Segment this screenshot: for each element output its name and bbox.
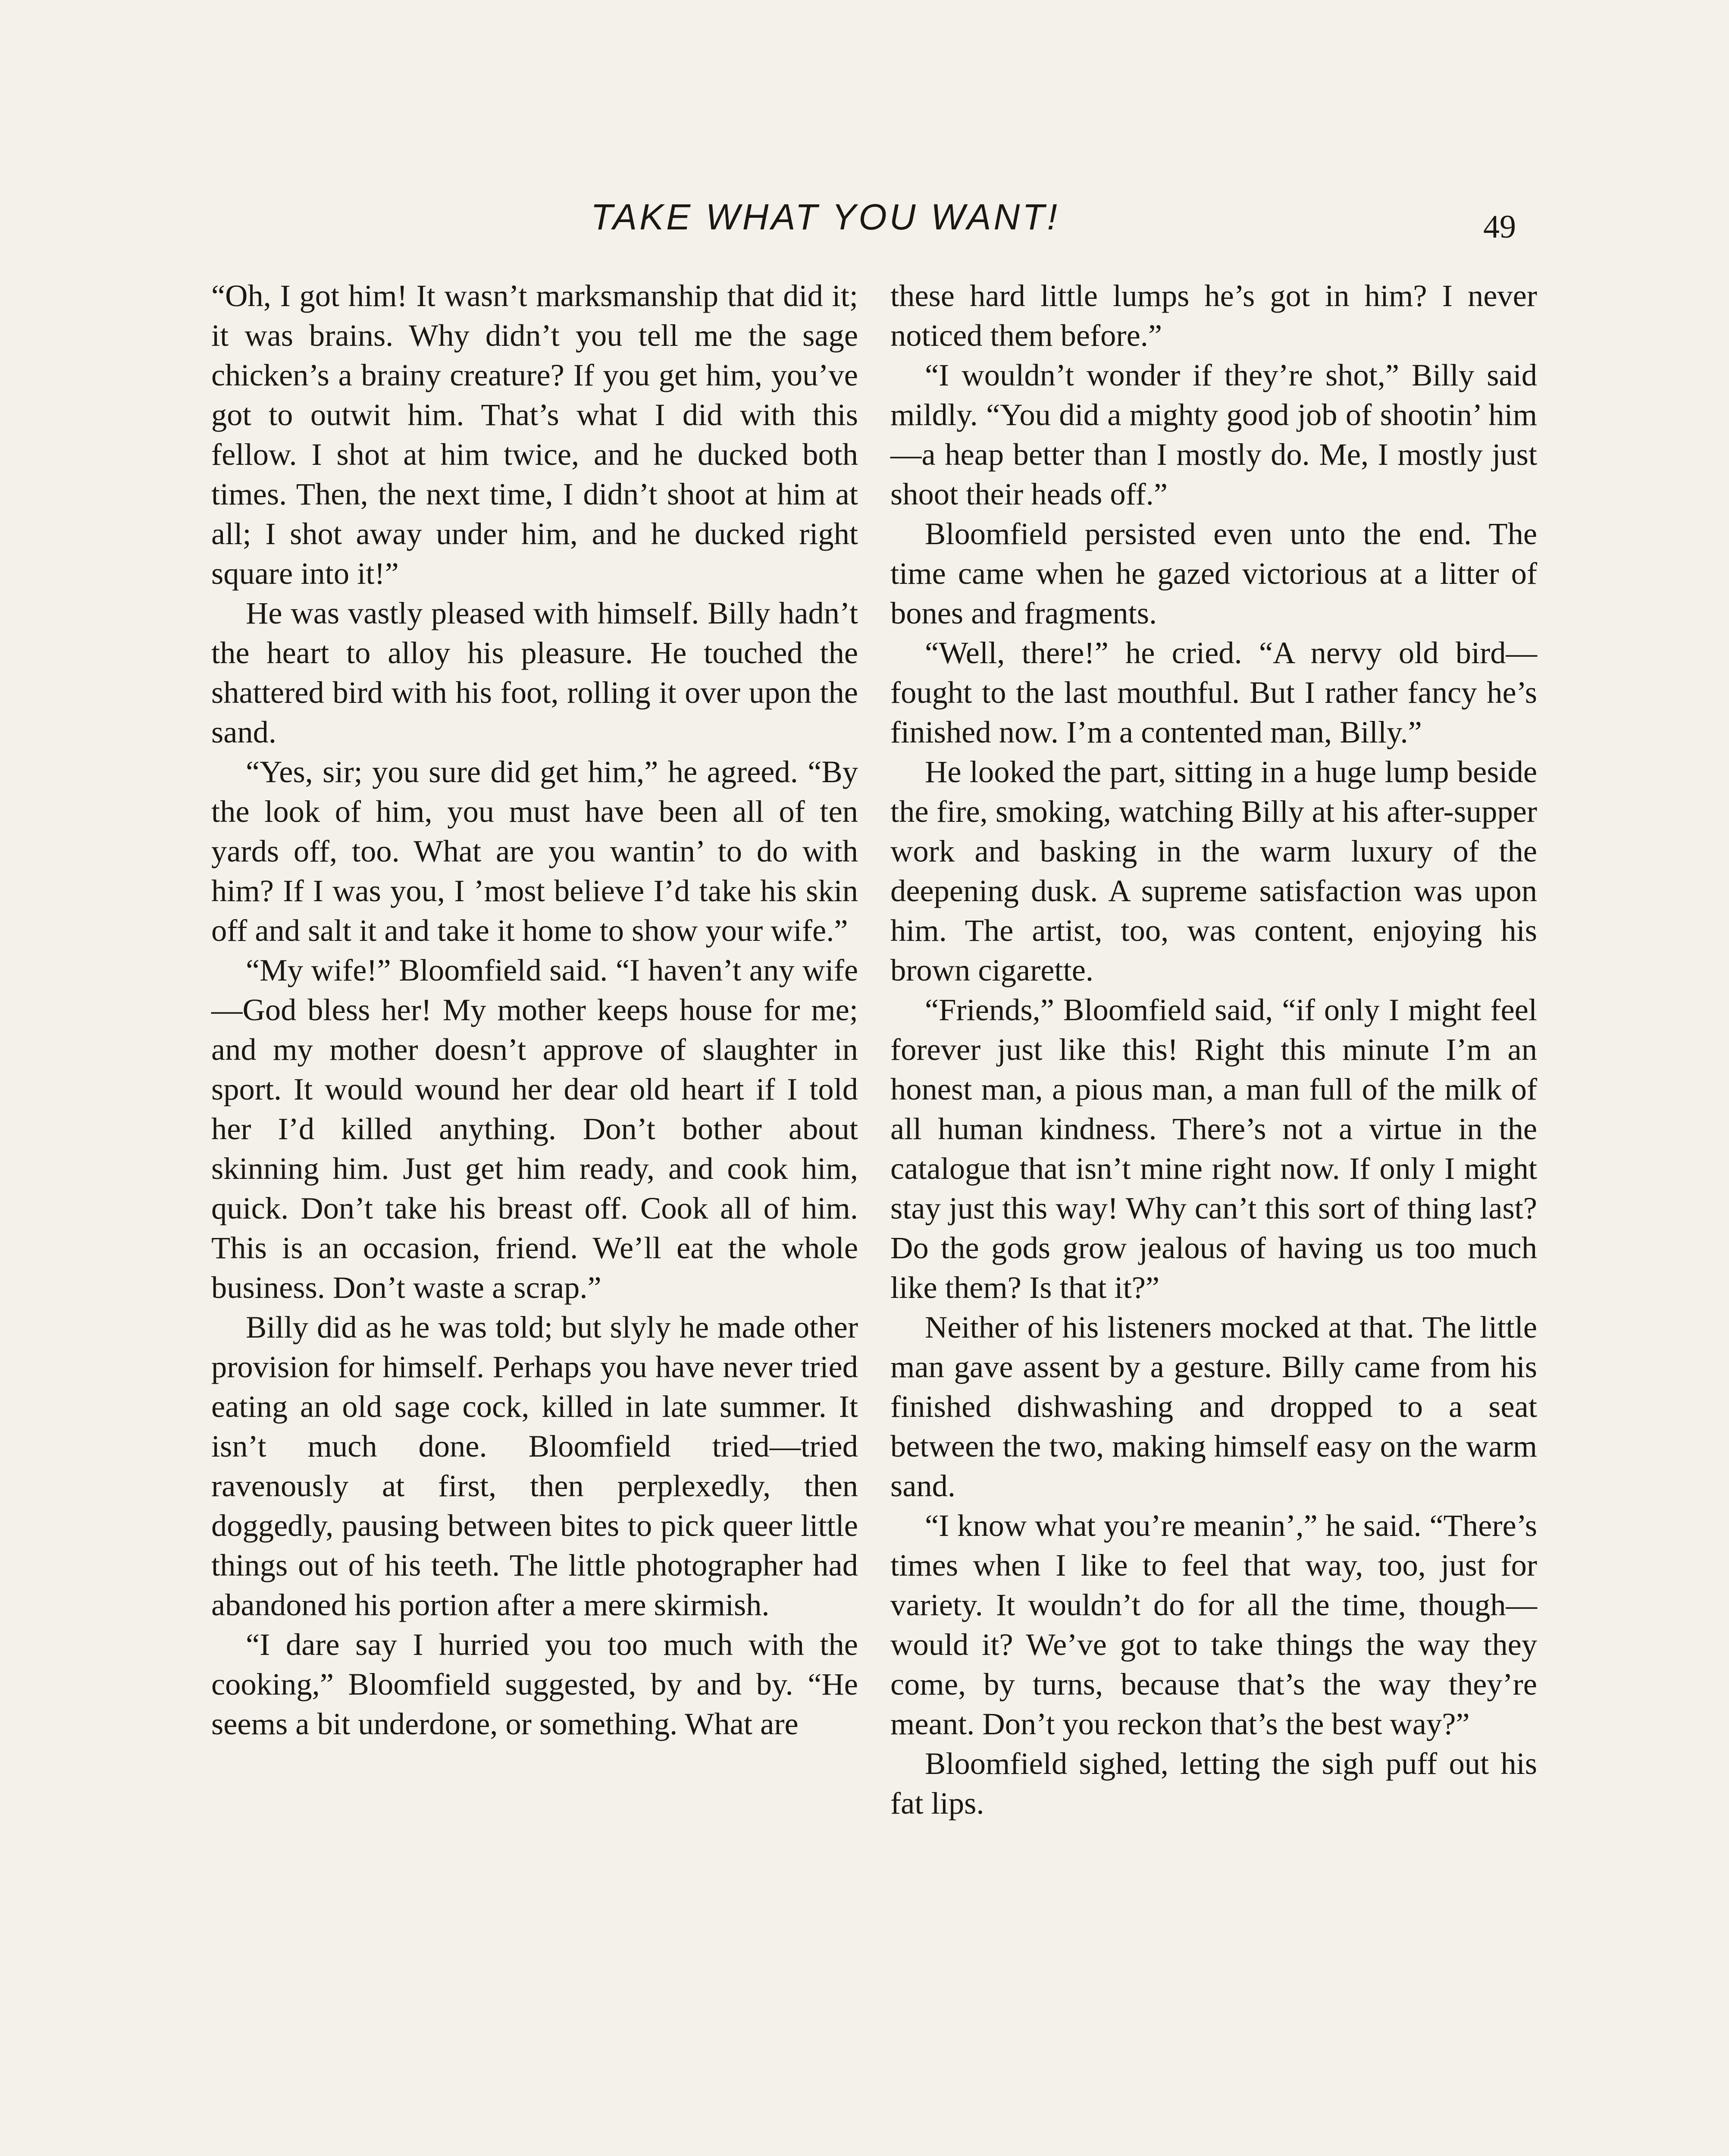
paragraph: “I wouldn’t wonder if they’re shot,” Billy said mildly. “You did a mighty good job of shootin’ him—a heap better than I mostly do. Me, I mostly just shoot their heads off.” (890, 357, 1537, 511)
paragraph: “I know what you’re meanin’,” he said. “There’s times when I like to feel that way, too, just for variety. It wouldn’t do for all the time, though—would it? We’ve got to take things the way they come, by turns, because that’s the way they’re meant. Don’t you reckon that’s the best way?” (890, 1508, 1537, 1741)
paragraph: “Oh, I got him! It wasn’t marksmanship that did it; it was brains. Why didn’t you tell me the sage chicken’s a brainy creature? If you get him, you’ve got to outwit him. That’s what I did with this fellow. I shot at him twice, and he ducked both times. Then, the next time, I didn’t shoot at him at all; I shot away under him, and he ducked right square into it!” (211, 278, 858, 591)
paragraph: “Friends,” Bloomfield said, “if only I might feel forever just like this! Right this minute I’m an honest man, a pious man, a man full of the milk of all human kindness. There’s not a virtue in the catalogue that isn’t mine right now. If only I might stay just this way! Why can’t this sort of thing last? Do the gods grow jealous of having us too much like them? Is that it?” (890, 992, 1537, 1305)
paragraph: “Well, there!” he cried. “A nervy old bird—fought to the last mouthful. But I rather fancy he’s finished now. I’m a contented man, Billy.” (890, 635, 1537, 749)
paragraph: “My wife!” Bloomfield said. “I haven’t any wife—God bless her! My mother keeps house for me; and my mother doesn’t approve of slaughter in sport. It would wound her dear old heart if I told her I’d killed anything. Don’t bother about skinning him. Just get him ready, and cook him, quick. Don’t take his breast off. Cook all of him. This is an occasion, friend. We’ll eat the whole business. Don’t waste a scrap.” (211, 953, 858, 1305)
paragraph: He looked the part, sitting in a huge lump beside the fire, smoking, watching Billy at his after-supper work and basking in the warm luxury of the deepening dusk. A supreme satisfaction was upon him. The artist, too, was content, enjoying his brown cigarette. (890, 754, 1537, 987)
paragraph: Bloomfield persisted even unto the end. The time came when he gazed victorious at a litter of bones and fragments. (890, 516, 1537, 630)
running-head (0, 196, 1729, 252)
right-column (890, 276, 1537, 1823)
paragraph: Neither of his listeners mocked at that. The little man gave assent by a gesture. Billy came from his finished dishwashing and dropped to a seat between the two, making himself easy on the warm sand. (890, 1310, 1537, 1503)
paragraph: Bloomfield sighed, letting the sigh puff out his fat lips. (890, 1746, 1537, 1821)
paragraph: these hard little lumps he’s got in him? I never noticed them before.” (890, 278, 1537, 353)
paragraph: Billy did as he was told; but slyly he made other provision for himself. Perhaps you have never tried eating an old sage cock, killed in late summer. It isn’t much done. Bloomfield tried—tried ravenously at first, then perplexedly, then doggedly, pausing between bites to pick queer little things out of his teeth. The little photographer had abandoned his portion after a mere skirmish. (211, 1310, 858, 1622)
page-number: 49 (1483, 209, 1516, 245)
paragraph: He was vastly pleased with himself. Billy hadn’t the heart to alloy his pleasure. He touched the shattered bird with his foot, rolling it over upon the sand. (211, 595, 858, 749)
running-title: TAKE WHAT YOU WANT! (591, 197, 1060, 237)
left-column (211, 276, 858, 1744)
paragraph: “I dare say I hurried you too much with the cooking,” Bloomfield suggested, by and by. “He seems a bit underdone, or something. What are (211, 1627, 858, 1741)
paragraph: “Yes, sir; you sure did get him,” he agreed. “By the look of him, you must have been all of ten yards off, too. What are you wantin’ to do with him? If I was you, I ’most believe I’d take his skin off and salt it and take it home to show your wife.” (211, 754, 858, 948)
